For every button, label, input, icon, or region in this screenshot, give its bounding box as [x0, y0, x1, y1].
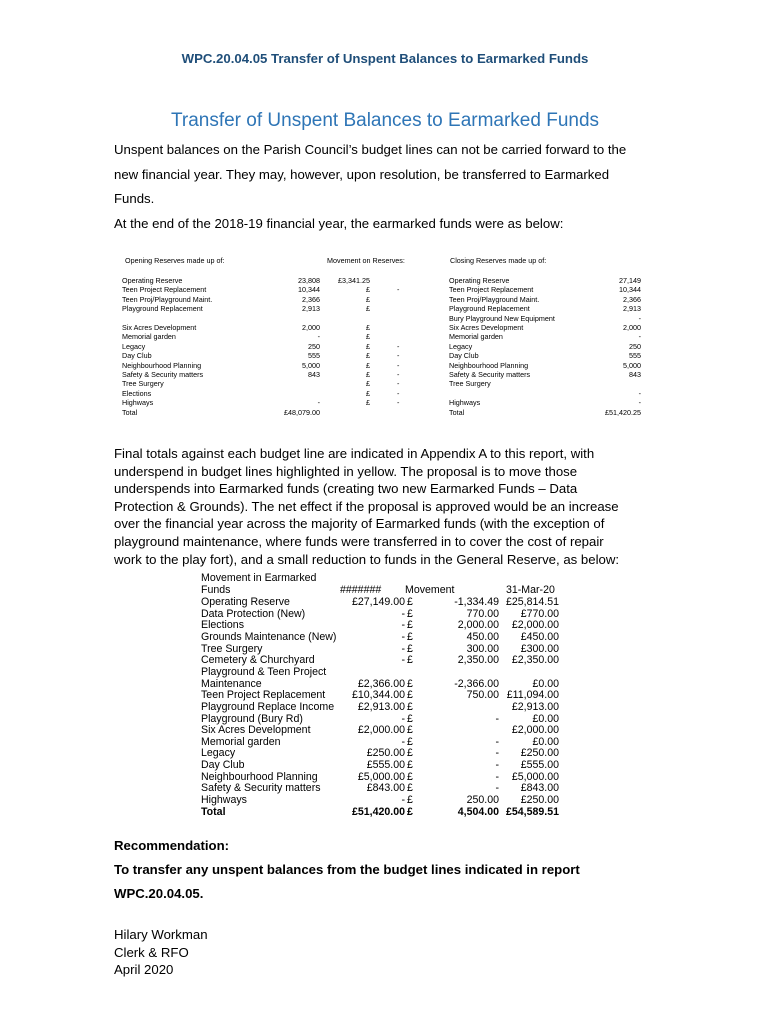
intro-paragraph — [114, 138, 664, 236]
movement-row-close: £54,589.51 — [505, 805, 559, 818]
movement-row-prev: - — [401, 607, 405, 620]
movement-row-name: Day Club — [201, 759, 245, 772]
movement-row-currency: £ — [407, 700, 413, 713]
reserve-row-movement: £ — [366, 379, 370, 389]
reserve-row-value: 250 — [308, 341, 320, 351]
reserve-row-movement: £ — [366, 285, 370, 295]
reserve-row-movement: £ — [366, 351, 370, 361]
closing-row-value: - — [638, 398, 641, 408]
reserve-row-dash: - — [397, 370, 400, 379]
col-movement-header: Movement — [405, 584, 455, 596]
closing-row-value: - — [638, 332, 641, 342]
movement-row-currency: £ — [407, 630, 413, 643]
reserve-row-dash: - — [397, 285, 400, 295]
movement-row-prev: £5,000.00 — [357, 770, 405, 783]
closing-row-name: Six Acres Development — [449, 323, 524, 332]
movement-row-movement: - — [495, 712, 499, 725]
movement-row-prev: £555.00 — [366, 759, 405, 772]
col-date-header: 31-Mar-20 — [506, 584, 555, 596]
reserve-row-dash: - — [397, 379, 400, 389]
intro-line: new financial year. They may, however, upon resolution, be transferred to Earmarked — [114, 166, 610, 182]
col-prev-header: ####### — [340, 584, 382, 596]
movement-row-currency: £ — [407, 805, 413, 818]
reserve-row-name: Tree Surgery — [122, 379, 164, 389]
movement-row-close: £843.00 — [520, 782, 559, 795]
closing-row-name: Playground Replacement — [449, 304, 530, 314]
movement-row-name: Playground Replace Income — [201, 700, 335, 713]
closing-heading: Closing Reserves made up of: — [450, 256, 547, 265]
movement-row-currency: £ — [407, 712, 413, 725]
reserve-row-dash: - — [397, 341, 400, 351]
reserve-row-name: Day Club — [122, 351, 152, 361]
movement-row-close: £450.00 — [520, 630, 559, 643]
movement-row-movement: -1,334.49 — [454, 596, 499, 608]
intro-line: At the end of the 2018-19 financial year, the earmarked funds were as below: — [114, 215, 564, 231]
closing-row-value: - — [638, 388, 641, 398]
closing-row-name: Neighbourhood Planning — [449, 360, 529, 370]
reserve-row-value: - — [317, 398, 320, 408]
signature-name: Hilary Workman — [114, 927, 208, 942]
movement-row-movement: - — [495, 770, 499, 783]
reserve-row-name: Playground Replacement — [122, 304, 203, 314]
closing-row-name: Tree Surgery — [449, 379, 491, 389]
movement-row-name: Cemetery & Churchyard — [201, 654, 315, 667]
reserve-row-name: Legacy — [122, 341, 146, 351]
movement-row-currency: £ — [407, 596, 413, 608]
recommendation-line: To transfer any unspent balances from the budget lines indicated in report — [114, 862, 580, 877]
movement-row-movement: - — [495, 735, 499, 748]
intro-line: Unspent balances on the Parish Council’s budget lines can not be carried forward to the — [114, 142, 627, 157]
movement-row-currency: £ — [407, 677, 413, 690]
movement-row-close: £0.00 — [532, 735, 559, 748]
reserve-row-name: Operating Reserve — [122, 276, 183, 285]
closing-row-name: Teen Project Replacement — [449, 285, 534, 295]
body-line: underspend in budget lines highlighted in yellow. The proposal is to move those — [114, 463, 578, 479]
closing-row-value: 27,149 — [619, 276, 641, 285]
movement-row-movement: 2,350.00 — [457, 654, 499, 667]
reserve-row-name: Teen Project Replacement — [122, 285, 207, 295]
movement-row-close: £2,000.00 — [511, 619, 559, 632]
reserve-row-value: 843 — [308, 370, 320, 379]
movement-row-currency: £ — [407, 782, 413, 795]
closing-row-value: 2,000 — [623, 323, 641, 332]
movement-row-name: Playground & Teen Project — [201, 665, 327, 678]
reserve-row-name: Highways — [122, 398, 154, 408]
document-header: WPC.20.04.05 Transfer of Unspent Balances to Earmarked Funds — [181, 51, 589, 66]
movement-row-currency: £ — [407, 724, 413, 737]
reserve-row-movement: £ — [366, 332, 370, 342]
signature-block — [114, 926, 208, 979]
movement-row-prev: - — [401, 712, 405, 725]
movement-row-prev: - — [401, 630, 405, 643]
movement-row-name: Legacy — [201, 747, 236, 760]
reserve-row-name: Safety & Security matters — [122, 370, 204, 379]
movement-row-prev: £51,420.00 — [351, 805, 405, 818]
movement-row-name: Teen Project Replacement — [201, 689, 326, 702]
closing-row-value: 2,366 — [623, 294, 641, 304]
document-title: Transfer of Unspent Balances to Earmarked Funds — [170, 110, 600, 131]
closing-row-name: Bury Playground New Equipment — [449, 313, 555, 323]
closing-row-value: 250 — [629, 341, 641, 351]
movement-row-prev: - — [401, 794, 405, 807]
reserve-row-name: Total — [122, 407, 138, 417]
movement-row-prev: £250.00 — [366, 747, 405, 760]
reserve-row-movement: £ — [366, 323, 370, 332]
closing-row-name: Highways — [449, 398, 481, 408]
movement-row-prev: £10,344.00 — [351, 689, 405, 702]
movement-row-currency: £ — [407, 654, 413, 667]
movement-row-prev: £2,366.00 — [357, 677, 405, 690]
movement-row-prev: - — [401, 642, 405, 655]
closing-row-name: Total — [449, 407, 465, 417]
reserve-row-value: 555 — [308, 351, 320, 361]
movement-row-name: Maintenance — [201, 677, 262, 690]
movement-row-currency: £ — [407, 607, 413, 620]
movement-row-close: £2,000.00 — [511, 724, 559, 737]
closing-row-name: Memorial garden — [449, 332, 503, 342]
reserve-row-dash: - — [397, 351, 400, 361]
movement-row-close: £770.00 — [520, 607, 559, 620]
closing-row-value: 843 — [629, 370, 641, 379]
reserve-row-value: £48,079.00 — [284, 407, 320, 417]
reserve-row-movement: £ — [366, 294, 370, 304]
signature-role: Clerk & RFO — [114, 944, 189, 960]
movement-row-close: £0.00 — [532, 677, 559, 690]
closing-row-value: £51,420.25 — [605, 407, 641, 417]
movement-row-name: Elections — [201, 619, 244, 632]
movement-row-name: Operating Reserve — [201, 596, 290, 608]
body-line: work to the play fort), and a small reduction to funds in the General Reserve, as below: — [114, 551, 620, 567]
movement-row-name: Total — [201, 805, 226, 818]
movement-row-name: Tree Surgery — [201, 642, 263, 655]
movement-row-currency: £ — [407, 735, 413, 748]
body-line: underspends into Earmarked funds (creating two new Earmarked Funds – Data — [114, 481, 578, 497]
reserve-row-value: 10,344 — [298, 285, 320, 295]
movement-title: Movement in Earmarked — [201, 572, 317, 584]
movement-row-name: Memorial garden — [201, 735, 281, 748]
reserve-row-movement: £ — [366, 360, 370, 370]
movement-row-prev: £2,000.00 — [357, 724, 405, 737]
closing-row-value: - — [638, 313, 641, 323]
body-line: playground maintenance, where funds were transferred in to cover the cost of repair — [114, 533, 604, 549]
reserve-row-name: Elections — [122, 388, 152, 398]
reserve-row-value: 5,000 — [302, 360, 320, 370]
movement-row-prev: £27,149.00 — [351, 596, 405, 608]
movement-row-movement: - — [495, 782, 499, 795]
movement-row-close: £11,094.00 — [506, 689, 559, 702]
reserve-row-value: 2,913 — [302, 304, 320, 314]
movement-row-movement: 300.00 — [466, 642, 499, 655]
closing-row-name: Operating Reserve — [449, 276, 510, 285]
movement-row-name: Playground (Bury Rd) — [201, 712, 303, 725]
movement-row-close: £5,000.00 — [511, 770, 559, 783]
movement-row-movement: 4,504.00 — [457, 805, 499, 818]
reserve-row-dash: - — [397, 398, 400, 408]
body-paragraph — [114, 445, 674, 568]
signature-date: April 2020 — [114, 962, 174, 977]
movement-row-currency: £ — [407, 747, 413, 760]
movement-row-prev: £843.00 — [366, 782, 405, 795]
movement-row-close: £2,913.00 — [511, 700, 559, 713]
movement-row-movement: - — [495, 759, 499, 772]
closing-row-name: Day Club — [449, 351, 479, 361]
movement-row-currency: £ — [407, 619, 413, 632]
closing-row-value: 2,913 — [623, 304, 641, 314]
intro-line: Funds. — [114, 191, 155, 206]
reserve-row-value: 23,808 — [298, 276, 320, 285]
reserve-row-name: Neighbourhood Planning — [122, 360, 202, 370]
movement-title-2: Funds — [201, 584, 231, 596]
reserve-row-value: 2,366 — [302, 294, 320, 304]
movement-row-name: Highways — [201, 794, 247, 807]
recommendation-line-2: WPC.20.04.05. — [114, 886, 204, 901]
movement-row-name: Safety & Security matters — [201, 782, 321, 795]
reserve-row-dash: - — [397, 388, 400, 398]
movement-row-movement: 2,000.00 — [457, 619, 499, 632]
reserve-row-movement: £ — [366, 304, 370, 314]
movement-row-close: £300.00 — [520, 642, 559, 655]
closing-row-value: 5,000 — [623, 360, 641, 370]
movement-row-currency: £ — [407, 689, 413, 702]
movement-row-currency: £ — [407, 770, 413, 783]
movement-row-movement: 750.00 — [466, 689, 499, 702]
movement-row-prev: - — [401, 735, 405, 748]
movement-row-close: £250.00 — [520, 794, 559, 807]
movement-row-name: Neighbourhood Planning — [201, 770, 318, 783]
closing-row-value: 555 — [629, 351, 641, 361]
closing-row-name: Safety & Security matters — [449, 370, 531, 379]
reserve-row-movement: £ — [366, 341, 370, 351]
movement-row-name: Six Acres Development — [201, 724, 311, 737]
reserve-row-value: 2,000 — [302, 323, 320, 332]
reserve-row-dash: - — [397, 360, 400, 370]
opening-heading: Opening Reserves made up of: — [125, 256, 225, 265]
reserve-row-movement: £ — [366, 370, 370, 379]
reserve-row-name: Teen Proj/Playground Maint. — [122, 294, 213, 304]
reserve-row-name: Six Acres Development — [122, 323, 197, 332]
movement-row-close: £2,350.00 — [511, 654, 559, 667]
movement-row-close: £250.00 — [520, 747, 559, 760]
movement-row-close: £555.00 — [520, 759, 559, 772]
movement-row-close: £0.00 — [532, 712, 559, 725]
movement-row-movement: 450.00 — [466, 630, 499, 643]
reserve-row-movement: £ — [366, 398, 370, 408]
recommendation-heading: Recommendation: — [114, 838, 230, 853]
reserve-row-movement: £ — [366, 388, 370, 398]
movement-row-name: Data Protection (New) — [201, 607, 306, 620]
movement-row-currency: £ — [407, 759, 413, 772]
movement-row-close: £25,814.51 — [505, 596, 559, 608]
closing-row-value: 10,344 — [619, 285, 641, 295]
closing-row-name: Legacy — [449, 341, 473, 351]
reserve-row-name: Memorial garden — [122, 332, 176, 342]
movement-row-currency: £ — [407, 794, 413, 807]
movement-row-movement: 250.00 — [466, 794, 499, 807]
movement-row-movement: 770.00 — [466, 607, 499, 620]
movement-heading: Movement on Reserves: — [327, 256, 405, 265]
reserve-row-value: - — [317, 332, 320, 342]
movement-row-movement: - — [495, 747, 499, 760]
body-line: over the financial year across the majority of Earmarked funds (with the exception of — [114, 516, 605, 532]
movement-row-name: Grounds Maintenance (New) — [201, 630, 337, 643]
movement-row-prev: £2,913.00 — [357, 700, 405, 713]
movement-row-movement: -2,366.00 — [454, 677, 499, 690]
movement-row-prev: - — [401, 654, 405, 667]
body-line: Final totals against each budget line are indicated in Appendix A to this report, with — [114, 446, 595, 461]
closing-row-name: Teen Proj/Playground Maint. — [449, 294, 540, 304]
movement-row-currency: £ — [407, 642, 413, 655]
movement-row-prev: - — [401, 619, 405, 632]
body-line: Protection & Grounds). The net effect if the proposal is approved would be an increase — [114, 498, 619, 514]
reserve-row-movement: £3,341.25 — [338, 276, 370, 285]
